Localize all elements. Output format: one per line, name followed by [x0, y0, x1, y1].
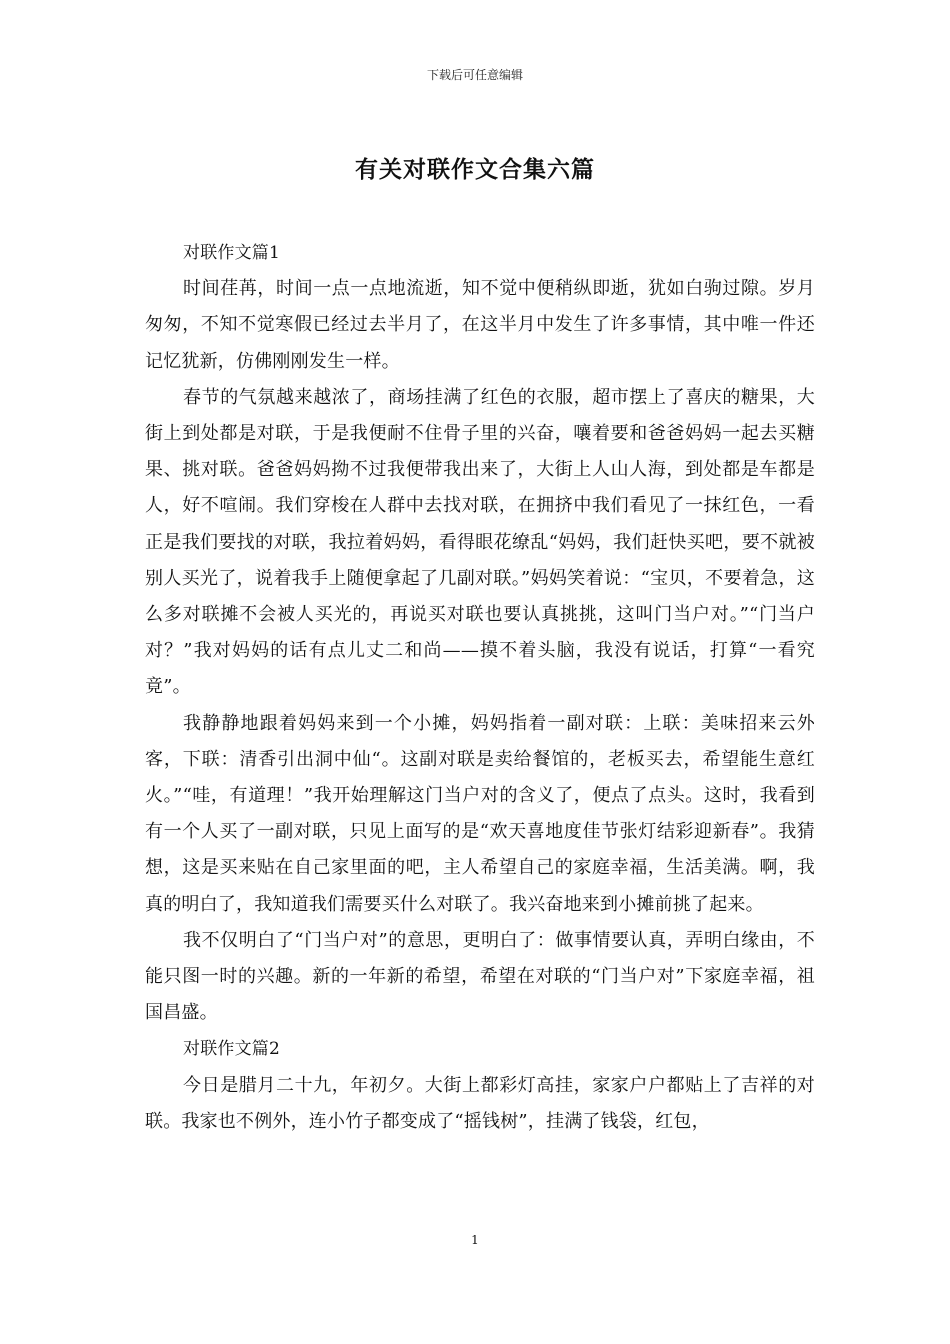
body-paragraph: 春节的气氛越来越浓了，商场挂满了红色的衣服，超市摆上了喜庆的糖果，大街上到处都是对联，于是我便耐不住骨子里的兴奋，嚷着要和爸爸妈妈一起去买糖果、挑对联。爸爸妈妈拗不过我便带我出来了，大街上人山人海，到处都是车都是人，好不喧闹。我们穿梭在人群中去找对联，在拥挤中我们看见了一抹红色，一看正是我们要找的对联，我拉着妈妈，看得眼花缭乱“妈妈，我们赶快买吧，要不就被别人买光了，说着我手上随便拿起了几副对联。”妈妈笑着说：“宝贝，不要着急，这么多对联摊不会被人买光的，再说买对联也要认真挑挑，这叫门当户对。”“门当户对？”我对妈妈的话有点儿丈二和尚——摸不着头脑，我没有说话，打算“一看究竟”。: [145, 386, 815, 698]
section-heading-1: 对联作文篇1: [183, 243, 281, 263]
document-title: 有关对联作文合集六篇: [355, 157, 595, 183]
body-paragraph: 今日是腊月二十九，年初夕。大街上都彩灯高挂，家家户户都贴上了吉祥的对联。我家也不例外，连小竹子都变成了“摇钱树”，挂满了钱袋，红包，: [145, 1074, 815, 1132]
section-heading-2: 对联作文篇2: [183, 1039, 281, 1060]
page-number: 1: [471, 1233, 479, 1247]
document-body: [145, 235, 815, 1140]
body-paragraph: 我静静地跟着妈妈来到一个小摊，妈妈指着一副对联：上联：美味招来云外客，下联：清香引出洞中仙“。这副对联是卖给餐馆的，老板买去，希望能生意红火。”“哇，有道理！”我开始理解这门当户对的含义了，便点了点头。这时，我看到有一个人买了一副对联，只见上面写的是“欢天喜地度佳节张灯结彩迎新春”。我猜想，这是买来贴在自己家里面的吧，主人希望自己的家庭幸福，生活美满。啊，我真的明白了，我知道我们需要买什么对联了。我兴奋地来到小摊前挑了起来。: [145, 712, 815, 915]
page-header-note: 下载后可任意编辑: [426, 68, 523, 82]
body-paragraph: 我不仅明白了“门当户对”的意思，更明白了：做事情要认真，弄明白缘由，不能只图一时的兴趣。新的一年新的希望，希望在对联的“门当户对”下家庭幸福，祖国昌盛。: [145, 929, 815, 1024]
body-paragraph: 时间荏苒，时间一点一点地流逝，知不觉中便稍纵即逝，犹如白驹过隙。岁月匆匆，不知不觉寒假已经过去半月了，在这半月中发生了许多事情，其中唯一件还记忆犹新，仿佛刚刚发生一样。: [145, 278, 815, 372]
